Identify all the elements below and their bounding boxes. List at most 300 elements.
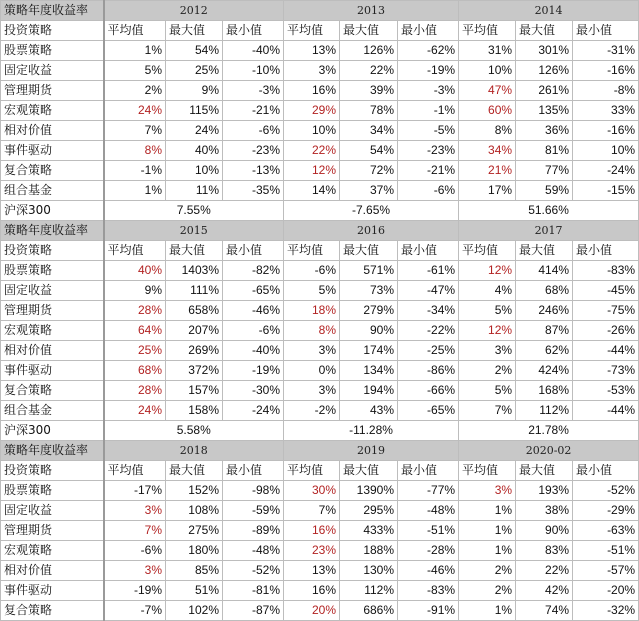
table-title-cell: 策略年度收益率 xyxy=(1,1,104,21)
value-cell: 12% xyxy=(459,321,516,341)
value-cell: 25% xyxy=(104,341,166,361)
row-header-cell: 投资策略 xyxy=(1,461,104,481)
value-cell: 414% xyxy=(516,261,573,281)
value-cell: 7% xyxy=(104,121,166,141)
column-header-row xyxy=(1,21,639,41)
value-cell: -75% xyxy=(573,301,639,321)
table-row xyxy=(1,281,639,301)
value-cell: 77% xyxy=(516,161,573,181)
strategy-name: 宏观策略 xyxy=(1,321,104,341)
row-header-cell: 投资策略 xyxy=(1,241,104,261)
value-cell: -29% xyxy=(573,501,639,521)
value-cell: -23% xyxy=(223,141,284,161)
year-header: 2014 xyxy=(459,1,639,21)
year-header: 2016 xyxy=(284,221,459,241)
value-cell: -63% xyxy=(573,521,639,541)
row-header-cell: 投资策略 xyxy=(1,21,104,41)
value-cell: -3% xyxy=(398,81,459,101)
value-cell: -98% xyxy=(223,481,284,501)
strategy-name: 宏观策略 xyxy=(1,101,104,121)
value-cell: 134% xyxy=(340,361,398,381)
strategy-name: 固定收益 xyxy=(1,501,104,521)
table-row xyxy=(1,41,639,61)
value-cell: 28% xyxy=(104,381,166,401)
table-row xyxy=(1,121,639,141)
value-cell: 25% xyxy=(166,61,223,81)
value-cell: 24% xyxy=(104,101,166,121)
column-header: 平均值 xyxy=(104,21,166,41)
value-cell: -32% xyxy=(573,601,639,621)
value-cell: 22% xyxy=(284,141,340,161)
value-cell: -73% xyxy=(573,361,639,381)
value-cell: 87% xyxy=(516,321,573,341)
value-cell: -52% xyxy=(573,481,639,501)
value-cell: 5% xyxy=(459,301,516,321)
table-row xyxy=(1,381,639,401)
value-cell: -7% xyxy=(104,601,166,621)
value-cell: 571% xyxy=(340,261,398,281)
strategy-name: 相对价值 xyxy=(1,121,104,141)
value-cell: -1% xyxy=(104,161,166,181)
value-cell: -16% xyxy=(573,121,639,141)
value-cell: 12% xyxy=(459,261,516,281)
value-cell: 275% xyxy=(166,521,223,541)
table-row xyxy=(1,501,639,521)
value-cell: 54% xyxy=(340,141,398,161)
table-row xyxy=(1,161,639,181)
strategy-name: 事件驱动 xyxy=(1,141,104,161)
value-cell: 10% xyxy=(284,121,340,141)
year-header: 2013 xyxy=(284,1,459,21)
value-cell: 168% xyxy=(516,381,573,401)
value-cell: 29% xyxy=(284,101,340,121)
value-cell: 47% xyxy=(459,81,516,101)
index-value: -7.65% xyxy=(284,201,459,221)
value-cell: -2% xyxy=(284,401,340,421)
table-row xyxy=(1,601,639,621)
strategy-name: 股票策略 xyxy=(1,481,104,501)
column-header: 平均值 xyxy=(284,21,340,41)
value-cell: 90% xyxy=(340,321,398,341)
value-cell: 5% xyxy=(104,61,166,81)
value-cell: 111% xyxy=(166,281,223,301)
value-cell: 42% xyxy=(516,581,573,601)
value-cell: 83% xyxy=(516,541,573,561)
value-cell: -46% xyxy=(398,561,459,581)
strategy-name: 组合基金 xyxy=(1,401,104,421)
value-cell: -13% xyxy=(223,161,284,181)
column-header: 最大值 xyxy=(340,241,398,261)
value-cell: 10% xyxy=(459,61,516,81)
value-cell: -21% xyxy=(398,161,459,181)
value-cell: -28% xyxy=(398,541,459,561)
value-cell: -6% xyxy=(284,261,340,281)
value-cell: 8% xyxy=(104,141,166,161)
value-cell: 1403% xyxy=(166,261,223,281)
value-cell: -26% xyxy=(573,321,639,341)
table-row xyxy=(1,521,639,541)
value-cell: -10% xyxy=(223,61,284,81)
strategy-name: 相对价值 xyxy=(1,561,104,581)
column-header: 平均值 xyxy=(459,241,516,261)
index-label: 沪深300 xyxy=(1,421,104,441)
value-cell: -52% xyxy=(223,561,284,581)
value-cell: 81% xyxy=(516,141,573,161)
value-cell: -62% xyxy=(398,41,459,61)
year-header: 2015 xyxy=(104,221,284,241)
value-cell: 16% xyxy=(284,521,340,541)
column-header-row xyxy=(1,241,639,261)
value-cell: 31% xyxy=(459,41,516,61)
value-cell: 78% xyxy=(340,101,398,121)
value-cell: -87% xyxy=(223,601,284,621)
value-cell: 433% xyxy=(340,521,398,541)
value-cell: -17% xyxy=(104,481,166,501)
column-header: 平均值 xyxy=(459,461,516,481)
value-cell: 28% xyxy=(104,301,166,321)
strategy-name: 宏观策略 xyxy=(1,541,104,561)
value-cell: 7% xyxy=(284,501,340,521)
value-cell: 59% xyxy=(516,181,573,201)
value-cell: 18% xyxy=(284,301,340,321)
strategy-name: 事件驱动 xyxy=(1,581,104,601)
value-cell: 279% xyxy=(340,301,398,321)
strategy-name: 复合策略 xyxy=(1,161,104,181)
value-cell: -23% xyxy=(398,141,459,161)
value-cell: 1390% xyxy=(340,481,398,501)
value-cell: 38% xyxy=(516,501,573,521)
table-row xyxy=(1,541,639,561)
value-cell: 1% xyxy=(459,601,516,621)
column-header: 最大值 xyxy=(340,461,398,481)
year-band-row xyxy=(1,441,639,461)
value-cell: -25% xyxy=(398,341,459,361)
value-cell: 1% xyxy=(104,181,166,201)
column-header: 最小值 xyxy=(223,461,284,481)
value-cell: 269% xyxy=(166,341,223,361)
strategy-name: 管理期货 xyxy=(1,301,104,321)
value-cell: 0% xyxy=(284,361,340,381)
value-cell: 34% xyxy=(340,121,398,141)
value-cell: 23% xyxy=(284,541,340,561)
value-cell: 24% xyxy=(104,401,166,421)
value-cell: -46% xyxy=(223,301,284,321)
column-header: 最小值 xyxy=(398,241,459,261)
value-cell: 3% xyxy=(284,61,340,81)
value-cell: 16% xyxy=(284,81,340,101)
value-cell: -91% xyxy=(398,601,459,621)
value-cell: 102% xyxy=(166,601,223,621)
table-row xyxy=(1,321,639,341)
strategy-name: 管理期货 xyxy=(1,81,104,101)
value-cell: 135% xyxy=(516,101,573,121)
value-cell: 115% xyxy=(166,101,223,121)
column-header: 最大值 xyxy=(516,241,573,261)
value-cell: -34% xyxy=(398,301,459,321)
value-cell: -45% xyxy=(573,281,639,301)
value-cell: 3% xyxy=(104,501,166,521)
strategy-name: 股票策略 xyxy=(1,41,104,61)
value-cell: 10% xyxy=(573,141,639,161)
index-value: 21.78% xyxy=(459,421,639,441)
value-cell: -44% xyxy=(573,341,639,361)
value-cell: 9% xyxy=(166,81,223,101)
value-cell: -19% xyxy=(104,581,166,601)
value-cell: -53% xyxy=(573,381,639,401)
value-cell: 3% xyxy=(104,561,166,581)
value-cell: -24% xyxy=(573,161,639,181)
value-cell: -48% xyxy=(398,501,459,521)
value-cell: 9% xyxy=(104,281,166,301)
value-cell: 207% xyxy=(166,321,223,341)
index-row xyxy=(1,201,639,221)
value-cell: -19% xyxy=(223,361,284,381)
value-cell: 11% xyxy=(166,181,223,201)
table-row xyxy=(1,101,639,121)
value-cell: 24% xyxy=(166,121,223,141)
value-cell: -1% xyxy=(398,101,459,121)
value-cell: 5% xyxy=(284,281,340,301)
value-cell: 22% xyxy=(516,561,573,581)
value-cell: 40% xyxy=(104,261,166,281)
value-cell: 85% xyxy=(166,561,223,581)
value-cell: 30% xyxy=(284,481,340,501)
value-cell: 8% xyxy=(459,121,516,141)
index-value: 7.55% xyxy=(104,201,284,221)
table-row xyxy=(1,181,639,201)
value-cell: -44% xyxy=(573,401,639,421)
value-cell: 68% xyxy=(516,281,573,301)
value-cell: 90% xyxy=(516,521,573,541)
value-cell: 3% xyxy=(459,341,516,361)
value-cell: 2% xyxy=(459,561,516,581)
value-cell: 1% xyxy=(459,521,516,541)
strategy-name: 复合策略 xyxy=(1,601,104,621)
value-cell: -81% xyxy=(223,581,284,601)
value-cell: 22% xyxy=(340,61,398,81)
value-cell: -6% xyxy=(398,181,459,201)
value-cell: -83% xyxy=(573,261,639,281)
value-cell: -48% xyxy=(223,541,284,561)
value-cell: -6% xyxy=(223,321,284,341)
value-cell: 2% xyxy=(104,81,166,101)
value-cell: 126% xyxy=(340,41,398,61)
value-cell: 108% xyxy=(166,501,223,521)
value-cell: 21% xyxy=(459,161,516,181)
value-cell: 658% xyxy=(166,301,223,321)
value-cell: -61% xyxy=(398,261,459,281)
value-cell: -65% xyxy=(398,401,459,421)
value-cell: 174% xyxy=(340,341,398,361)
value-cell: 246% xyxy=(516,301,573,321)
strategy-name: 事件驱动 xyxy=(1,361,104,381)
value-cell: 295% xyxy=(340,501,398,521)
value-cell: 188% xyxy=(340,541,398,561)
value-cell: 20% xyxy=(284,601,340,621)
value-cell: 193% xyxy=(516,481,573,501)
value-cell: -31% xyxy=(573,41,639,61)
value-cell: 54% xyxy=(166,41,223,61)
value-cell: -6% xyxy=(223,121,284,141)
year-header: 2020-02 xyxy=(459,441,639,461)
value-cell: 158% xyxy=(166,401,223,421)
table-row xyxy=(1,341,639,361)
year-header: 2018 xyxy=(104,441,284,461)
index-value: -11.28% xyxy=(284,421,459,441)
value-cell: -47% xyxy=(398,281,459,301)
value-cell: 40% xyxy=(166,141,223,161)
value-cell: -51% xyxy=(398,521,459,541)
strategy-name: 固定收益 xyxy=(1,61,104,81)
value-cell: 5% xyxy=(459,381,516,401)
value-cell: -82% xyxy=(223,261,284,281)
table-row xyxy=(1,301,639,321)
column-header: 最小值 xyxy=(223,21,284,41)
value-cell: 13% xyxy=(284,561,340,581)
value-cell: -66% xyxy=(398,381,459,401)
value-cell: -65% xyxy=(223,281,284,301)
value-cell: 157% xyxy=(166,381,223,401)
value-cell: 2% xyxy=(459,361,516,381)
year-band-row xyxy=(1,221,639,241)
value-cell: -15% xyxy=(573,181,639,201)
table-title-cell: 策略年度收益率 xyxy=(1,441,104,461)
index-value: 51.66% xyxy=(459,201,639,221)
column-header: 最小值 xyxy=(398,461,459,481)
table-row xyxy=(1,401,639,421)
value-cell: -3% xyxy=(223,81,284,101)
value-cell: -57% xyxy=(573,561,639,581)
column-header: 最大值 xyxy=(340,21,398,41)
value-cell: 180% xyxy=(166,541,223,561)
column-header-row xyxy=(1,461,639,481)
value-cell: -86% xyxy=(398,361,459,381)
value-cell: 130% xyxy=(340,561,398,581)
value-cell: -51% xyxy=(573,541,639,561)
index-value: 5.58% xyxy=(104,421,284,441)
value-cell: 372% xyxy=(166,361,223,381)
value-cell: 112% xyxy=(340,581,398,601)
value-cell: 1% xyxy=(459,501,516,521)
value-cell: 37% xyxy=(340,181,398,201)
value-cell: 194% xyxy=(340,381,398,401)
value-cell: -5% xyxy=(398,121,459,141)
value-cell: 1% xyxy=(459,541,516,561)
year-band-row xyxy=(1,1,639,21)
value-cell: 51% xyxy=(166,581,223,601)
value-cell: -89% xyxy=(223,521,284,541)
table-row xyxy=(1,261,639,281)
value-cell: 60% xyxy=(459,101,516,121)
value-cell: 34% xyxy=(459,141,516,161)
column-header: 最大值 xyxy=(166,241,223,261)
value-cell: -40% xyxy=(223,41,284,61)
column-header: 平均值 xyxy=(104,241,166,261)
column-header: 最大值 xyxy=(166,21,223,41)
column-header: 平均值 xyxy=(284,241,340,261)
value-cell: -24% xyxy=(223,401,284,421)
column-header: 最大值 xyxy=(516,461,573,481)
value-cell: -30% xyxy=(223,381,284,401)
value-cell: 686% xyxy=(340,601,398,621)
value-cell: -22% xyxy=(398,321,459,341)
column-header: 平均值 xyxy=(284,461,340,481)
value-cell: 3% xyxy=(284,341,340,361)
value-cell: -19% xyxy=(398,61,459,81)
value-cell: 74% xyxy=(516,601,573,621)
value-cell: -6% xyxy=(104,541,166,561)
index-label: 沪深300 xyxy=(1,201,104,221)
strategy-name: 管理期货 xyxy=(1,521,104,541)
value-cell: 152% xyxy=(166,481,223,501)
value-cell: 261% xyxy=(516,81,573,101)
table-row xyxy=(1,61,639,81)
value-cell: 73% xyxy=(340,281,398,301)
strategy-name: 组合基金 xyxy=(1,181,104,201)
year-header: 2012 xyxy=(104,1,284,21)
column-header: 最小值 xyxy=(573,461,639,481)
strategy-name: 复合策略 xyxy=(1,381,104,401)
value-cell: 68% xyxy=(104,361,166,381)
value-cell: -21% xyxy=(223,101,284,121)
value-cell: -20% xyxy=(573,581,639,601)
value-cell: 13% xyxy=(284,41,340,61)
value-cell: 7% xyxy=(104,521,166,541)
value-cell: 43% xyxy=(340,401,398,421)
year-header: 2019 xyxy=(284,441,459,461)
table-title-cell: 策略年度收益率 xyxy=(1,221,104,241)
value-cell: 10% xyxy=(166,161,223,181)
value-cell: 39% xyxy=(340,81,398,101)
value-cell: -59% xyxy=(223,501,284,521)
column-header: 最小值 xyxy=(223,241,284,261)
column-header: 最小值 xyxy=(573,21,639,41)
index-row xyxy=(1,421,639,441)
table-row xyxy=(1,81,639,101)
value-cell: 64% xyxy=(104,321,166,341)
value-cell: 33% xyxy=(573,101,639,121)
value-cell: -8% xyxy=(573,81,639,101)
table-row xyxy=(1,481,639,501)
value-cell: 62% xyxy=(516,341,573,361)
value-cell: 2% xyxy=(459,581,516,601)
column-header: 平均值 xyxy=(104,461,166,481)
column-header: 最小值 xyxy=(398,21,459,41)
table-row xyxy=(1,581,639,601)
strategy-name: 股票策略 xyxy=(1,261,104,281)
value-cell: 36% xyxy=(516,121,573,141)
value-cell: 8% xyxy=(284,321,340,341)
value-cell: 12% xyxy=(284,161,340,181)
value-cell: 14% xyxy=(284,181,340,201)
value-cell: -35% xyxy=(223,181,284,201)
value-cell: 16% xyxy=(284,581,340,601)
column-header: 平均值 xyxy=(459,21,516,41)
value-cell: -16% xyxy=(573,61,639,81)
year-header: 2017 xyxy=(459,221,639,241)
value-cell: 1% xyxy=(104,41,166,61)
column-header: 最大值 xyxy=(516,21,573,41)
value-cell: 17% xyxy=(459,181,516,201)
value-cell: 126% xyxy=(516,61,573,81)
value-cell: -83% xyxy=(398,581,459,601)
value-cell: 72% xyxy=(340,161,398,181)
value-cell: 3% xyxy=(459,481,516,501)
value-cell: 7% xyxy=(459,401,516,421)
value-cell: 301% xyxy=(516,41,573,61)
column-header: 最小值 xyxy=(573,241,639,261)
table-row xyxy=(1,561,639,581)
